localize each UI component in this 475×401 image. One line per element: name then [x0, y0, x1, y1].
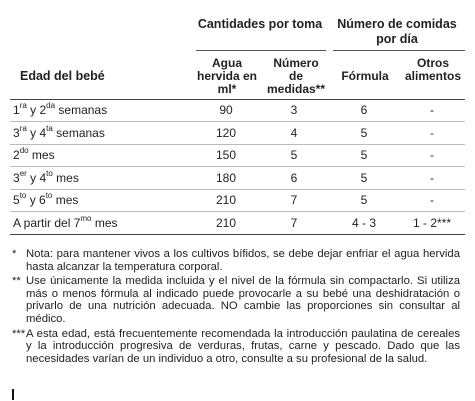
measures-cell: 6 — [290, 170, 298, 185]
table-row — [0, 100, 475, 122]
age-text: y 4 — [26, 170, 47, 185]
other-cell: 1 - 2*** — [412, 216, 452, 230]
text-cursor — [12, 389, 14, 400]
group-underline-meals — [333, 50, 465, 51]
table-row — [0, 190, 475, 212]
measures-cell: 5 — [290, 148, 298, 163]
ordinal-suffix: ra — [19, 123, 27, 133]
column-header-age: Edad del bebé — [20, 69, 105, 83]
measures-cell: 7 — [290, 193, 298, 208]
water-cell: 90 — [219, 103, 233, 117]
table-row — [0, 168, 475, 190]
ordinal-suffix: er — [19, 168, 27, 178]
column-header-measures: Número de medidas** — [266, 56, 326, 96]
ordinal-suffix: do — [19, 146, 29, 156]
footnote-mark: ** — [12, 275, 21, 288]
column-header-formula: Fórmula — [341, 69, 389, 83]
age-text: mes — [52, 170, 79, 185]
other-cell: - — [430, 148, 434, 163]
water-cell: 210 — [215, 193, 237, 208]
other-cell: - — [430, 170, 434, 185]
measures-cell: 4 — [290, 125, 298, 140]
age-text: 3 — [13, 125, 20, 140]
group-header-quantities: Cantidades por toma — [197, 17, 323, 31]
other-cell: - — [430, 193, 434, 208]
age-cell — [13, 216, 118, 231]
age-cell — [13, 103, 107, 118]
footnote-text: Use únicamente la medida incluida y el nivel de la fórmula sin compactarlo. Si utiliza más o menos fórmula al indicado puede provocarle a su bebé una deshidratación o privarlo de una nutrición adecuada. NO cambie las proporciones sin consultar al médico. — [26, 275, 460, 325]
age-text: mes — [52, 193, 79, 208]
footnote-mark: * — [12, 248, 17, 260]
formula-cell: 5 — [360, 148, 368, 163]
age-cell — [13, 193, 78, 208]
age-text: semanas — [52, 125, 105, 140]
footnote-text: A esta edad, está frecuentemente recomendada la introducción paulatina de cereales y la introducción progresiva de verduras, frutas, carne y pescado. Dado que las necesidades varían de un individuo a otro, consulte a su profesional de la salud. — [26, 327, 460, 365]
ordinal-suffix: ra — [19, 101, 27, 110]
formula-cell: 4 - 3 — [351, 216, 376, 230]
footnote — [12, 248, 460, 273]
age-cell — [13, 148, 55, 163]
age-text: 5 — [13, 193, 20, 208]
age-text: 2 — [13, 148, 20, 163]
table-row — [0, 123, 475, 145]
age-text: y 6 — [26, 193, 46, 208]
ordinal-suffix: da — [46, 101, 56, 110]
table-bottom-rule — [10, 234, 465, 235]
other-cell: - — [430, 125, 434, 140]
age-text: mes — [28, 148, 55, 163]
age-text: y 4 — [26, 125, 47, 140]
age-text: y 2 — [26, 103, 47, 117]
ordinal-suffix: to — [45, 191, 53, 201]
group-underline-quantities — [196, 50, 326, 51]
ordinal-suffix: to — [19, 191, 27, 201]
footnote — [12, 328, 460, 366]
formula-cell: 5 — [360, 170, 368, 185]
ordinal-suffix: ta — [46, 123, 53, 133]
age-text: A partir del 7 — [13, 216, 81, 230]
footnotes — [12, 248, 460, 365]
group-header-meals: Número de comidas por día — [337, 17, 457, 46]
age-text: mes — [91, 216, 118, 230]
water-cell: 120 — [215, 125, 237, 140]
age-text: 3 — [13, 170, 20, 185]
formula-cell: 5 — [360, 125, 368, 140]
table-row — [0, 213, 475, 235]
water-cell: 210 — [215, 216, 237, 230]
column-header-other: Otros alimentos — [404, 56, 461, 83]
ordinal-suffix: mo — [80, 214, 92, 223]
other-cell: - — [430, 103, 434, 117]
formula-cell: 5 — [360, 193, 368, 208]
footnote-text: Nota: para mantener vivos a los cultivos bífidos, se debe dejar enfriar el agua hervida hasta alcanzar la temperatura corporal. — [26, 248, 460, 273]
footnote-mark: *** — [12, 327, 26, 340]
formula-cell: 6 — [360, 103, 368, 117]
water-cell: 180 — [215, 170, 237, 185]
age-cell — [13, 123, 105, 141]
measures-cell: 3 — [290, 103, 298, 117]
water-cell: 150 — [215, 148, 237, 163]
table-row — [0, 145, 475, 167]
footnote — [12, 275, 460, 325]
column-header-water: Agua hervida en ml* — [196, 56, 258, 96]
measures-cell: 7 — [290, 216, 298, 230]
age-text: 1 — [13, 103, 20, 117]
age-cell — [13, 168, 79, 186]
age-text: semanas — [55, 103, 108, 117]
ordinal-suffix: to — [46, 168, 53, 178]
